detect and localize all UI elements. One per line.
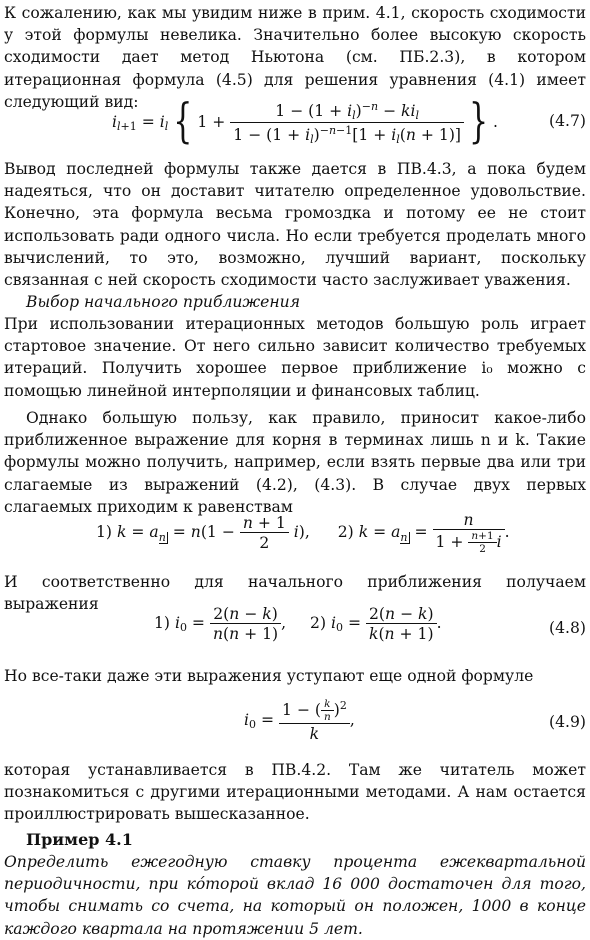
equation-4-7: $i_{l+1} = i_l$ { 1 + $\frac{1 - (1 + i_l)^{-n} - ki_l}{1 - (1 + i_l)^{-n-1}[1 + i_l(n + 1)]}$ } . (4.7) (112, 95, 586, 150)
equation-k-approximations: 1) k = an = n(1 − $\frac{n + 1}{2}$ i), 2) k = an = n 1 + $\frac{n+1}{2}$ i . (96, 511, 510, 555)
paragraph-intro: К сожалению, как мы увидим ниже в прим. 4.1, скорость сходимости у этой формулы невелика. Значительно более высокую скорость сходимости дает метод Ньютона (см. ПБ.2.3), в котором итерационная формула (4.5) для решения уравнения (4.1) имеет следующий вид: (4, 4, 586, 111)
paragraph-another-formula: Но все-таки даже эти выражения уступают еще одной формуле (4, 667, 534, 685)
paragraph-initial-expressions: И соответственно для начального приближения получаем выражения (4, 573, 586, 614)
equation-number: (4.8) (549, 619, 586, 637)
paragraph-initial-value: При использовании итерационных методов большую роль играет стартовое значение. От него сильно зависит количество требуемых итераций. Получить хорошее первое приближение i₀ можно с помощью линейной интерполяции и финансовых таблиц. (4, 315, 586, 400)
equation-4-8: 1) $i_0$ = $\frac{2(n - k)}{n(n + 1)}$ , 2) $i_0$ = $\frac{2(n - k)}{k(n + 1)}$ . (4.8) (154, 605, 586, 643)
paragraph-conclusion: которая устанавливается в ПВ.4.2. Там же читатель может познакомиться с другими итерационными методами. А нам остается проиллюстрировать вышесказанное. (4, 761, 586, 824)
equation-4-9: $i_0$ = 1 − ( $\frac{k}{n}$ )$^2$ k , (4.9) (244, 698, 586, 743)
paragraph-approximation: Однако большую пользу, как правило, приносит какое-либо приближенное выражение для корня в терминах лишь n и k. Такие формулы можно получить, например, если взять первые два или три слагаемые из выражений (4.2), (4.3). В случае двух первых слагаемых приходим к равенствам (4, 409, 586, 516)
section-subheading: Выбор начального приближения (26, 293, 301, 311)
page (4, 2, 586, 940)
example-heading: Пример 4.1 (26, 830, 133, 849)
equation-number: (4.7) (549, 112, 586, 130)
example-text: Определить ежегодную ставку процента ежеквартальной периодичности, при кóторой вклад 16 000 достаточен для того, чтобы снимать со счета, на который он положен, 1000 в конце каждого квартала на протяжении 5 лет. (4, 853, 586, 938)
equation-number: (4.9) (549, 713, 586, 731)
paragraph-derivation: Вывод последней формулы также дается в ПВ.4.3, а пока будем надеяться, что он доставит читателю определенное удовольствие. Конечно, эта формула весьма громоздка и потому ее не стоит использовать ради одного числа. Но если требуется проделать много вычислений, то это, возможно, лучший вариант, поскольку связанная с ней скорость сходимости часто заслуживает уважения. (4, 160, 586, 290)
